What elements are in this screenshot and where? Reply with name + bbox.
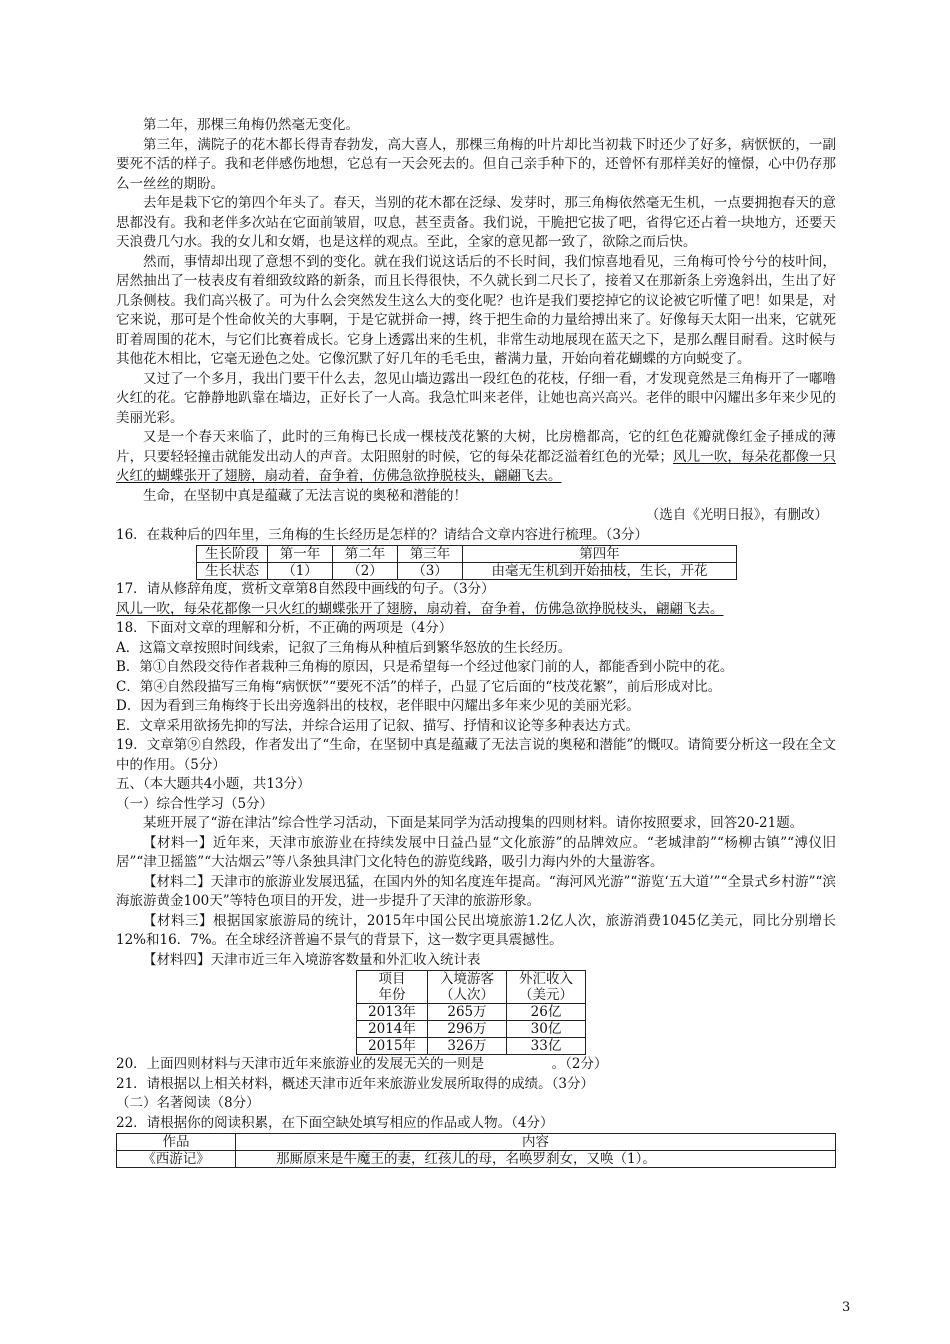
paragraph [116, 428, 836, 487]
option-e: E．文章采用欲扬先抑的写法，并综合运用了记叙、描写、抒情和议论等多种表达方式。 [116, 717, 639, 734]
header-text: （美元） [519, 987, 573, 1003]
question-21: 21．请根据以上相关材料，概述天津市近年来旅游业发展所取得的成绩。（3分） [116, 1075, 595, 1092]
table-cell: 30亿 [507, 1021, 586, 1038]
table-cell: （2） [333, 563, 398, 580]
paragraph-text: 又是一个春天来临了，此时的三角梅已长成一棵枝茂花繁的大树，比房檐都高，它的红色花瓣就像红金子捶成的薄片，只要轻轻撞击就能发出动人的声音。太阳照射的时候，它的每朵花都泛溢着红色的光晕； [116, 429, 836, 465]
question-22: 22．请根据你的阅读积累，在下面空缺处填写相应的作品或人物。（4分） [116, 1114, 554, 1131]
option-c: C．第④自然段描写三角梅“病恹恹”“要死不活”的样子，凸显了它后面的“枝茂花繁”，前后形成对比。 [116, 678, 722, 695]
section-title: 五、（本大题共4小题，共13分） [116, 776, 311, 792]
table-row [197, 546, 737, 563]
header-text: 年份 [378, 987, 406, 1003]
table-cell: 2013年 [357, 1004, 428, 1021]
question-17: 17．请从修辞角度，赏析文章第8自然段中画线的句子。（3分） [116, 581, 495, 597]
table-header-cell [357, 971, 428, 1004]
table-header-row [117, 1134, 836, 1151]
material-1: 【材料一】近年来，天津市旅游业在持续发展中日益凸显“文化旅游”的品牌效应。“老城津韵”“杨柳古镇”“溥仪旧居”“津卫摇篮”“大沽烟云”等八条独具津门文化特色的游览线路，吸引力海内外的大量游客。 [116, 834, 836, 870]
table-row [197, 563, 737, 580]
page-number: 3 [842, 1300, 851, 1315]
material-4: 【材料四】天津市近三年入境游客数量和外汇收入统计表 [143, 951, 481, 968]
material-3: 【材料三】根据国家旅游局的统计，2015年中国公民出境旅游1.2亿人次，旅游消费1045亿美元，同比分别增长12%和16．7%。在全球经济普遍不景气的背景下，这一数字更具震撼性。 [116, 912, 836, 948]
table-header-cell [507, 971, 586, 1004]
table-cell: 由毫无生机到开始抽枝，生长，开花 [463, 563, 737, 580]
table-cell: 296万 [428, 1021, 507, 1038]
option-b: B．第①自然段交待作者栽种三角梅的原因，只是希望每一个经过他家门前的人，都能香到小院中的花。 [116, 659, 734, 675]
source-note: （选自《光明日报》，有删改） [645, 507, 828, 523]
paragraph: 又过了一个多月，我出门要干什么去，忽见山墙边露出一段红色的花枝，仔细一看，才发现竟然是三角梅开了一嘟噜火红的花。它静静地趴靠在墙边，正好长了一人高。我急忙叫来老伴，让她也高兴高兴。老伴的眼中闪耀出多年来少见的美丽光彩。 [116, 370, 836, 426]
table-cell: 第四年 [463, 546, 737, 563]
table-cell: 33亿 [507, 1038, 586, 1055]
classics-table [116, 1133, 836, 1168]
table-row [117, 1151, 836, 1168]
table-header-row [357, 971, 586, 1004]
table-row [357, 1021, 586, 1038]
tourism-stats-table [356, 970, 586, 1055]
question-18: 18．下面对文章的理解和分析，不正确的两项是（4分） [116, 620, 453, 636]
table-cell: 《西游记》 [117, 1151, 236, 1168]
paragraph: 第二年，那棵三角梅仍然毫无变化。 [143, 117, 359, 133]
question-16: 16．在栽种后的四年里，三角梅的生长经历是怎样的？请结合文章内容进行梳理。（3分） [116, 526, 649, 543]
table-header-cell [428, 971, 507, 1004]
paragraph: 生命，在坚韧中真是蕴藏了无法言说的奥秘和潜能的！ [143, 487, 467, 504]
table-cell: 第三年 [398, 546, 463, 563]
subsection-title: （一）综合性学习（5分） [116, 795, 274, 812]
question-19: 19．文章第⑨自然段，作者发出了“生命，在坚韧中真是蕴藏了无法言说的奥秘和潜能”的慨叹。请简要分析这一段在全文中的作用。（5分） [116, 737, 836, 773]
table-header-cell: 内容 [236, 1134, 836, 1151]
table-cell: （3） [398, 563, 463, 580]
table-header-cell: 作品 [117, 1134, 236, 1151]
table-cell: 第二年 [333, 546, 398, 563]
header-text: （人次） [440, 987, 494, 1003]
paragraph: 然而，事情却出现了意想不到的变化。就在我们说这话后的不长时间，我们惊喜地看见，三角梅可怜兮兮的枝叶间，居然抽出了一枝表皮有着细致纹路的新条，而且长得很快，不久就长到二尺长了，接着又在那新条上旁逸斜出，生出了好几条侧枝。我们高兴极了。可为什么会突然发生这么大的变化呢？也许是我们要挖掉它的议论被它听懂了吧！如果是，对它来说，那可是个性命攸关的大事啊，于是它就拼命一搏，终于把生命的力量给搏出来了。好像每天太阳一出来，它就死盯着周围的花木，与它们比赛着成长。它身上透露出来的生机，非常生动地展现在蓝天之下，是那么醒目耐看。这时候与其他花木相比，它毫无逊色之处。它像沉默了好几年的毛毛虫，蓄满力量，开始向着花蝴蝶的方向蜕变了。 [116, 253, 836, 367]
option-d: D．因为看到三角梅终于长出旁逸斜出的枝杈，老伴眼中闪耀出多年来少见的美丽光彩。 [116, 698, 640, 714]
table-cell: 265万 [428, 1004, 507, 1021]
header-text: 入境游客 [440, 971, 494, 987]
subsection-title: （二）名著阅读（8分） [116, 1095, 260, 1111]
table-cell: （1） [268, 563, 333, 580]
table-row [357, 1038, 586, 1055]
question-20: 20．上面四则材料与天津市近年来旅游业的发展无关的一则是 。（2分） [116, 1056, 608, 1072]
table-cell: 生长阶段 [197, 546, 268, 563]
header-text: 项目 [378, 971, 406, 987]
table-cell: 2015年 [357, 1038, 428, 1055]
section-intro: 某班开展了“游在津沽”综合性学习活动，下面是某同学为活动搜集的四则材料。请你按照要求，回答20-21题。 [143, 815, 804, 831]
growth-table [196, 545, 737, 580]
header-text: 外汇收入 [519, 971, 573, 987]
option-a: A．这篇文章按照时间线索，记叙了三角梅从种植后到繁华怒放的生长经历。 [116, 639, 572, 656]
table-cell: 那厮原来是牛魔王的妻，红孩儿的母，名唤罗刹女，又唤（1）。 [236, 1151, 836, 1168]
material-2: 【材料二】天津市的旅游业发展迅猛，在国内外的知名度连年提高。“海河风光游”“游览‘五大道’”“全景式乡村游”“滨海旅游黄金100天”等特色项目的开发，进一步提升了天津的旅游形象。 [116, 873, 836, 909]
table-cell: 第一年 [268, 546, 333, 563]
underlined-sentence: 风儿一吹，每朵花都像一只火红的蝴蝶张开了翅膀，扇动着，奋争着，仿佛急欲挣脱枝头，翩翩飞去。 [116, 448, 837, 484]
paragraph: 第三年，满院子的花木都长得青春勃发，高大喜人，那棵三角梅的叶片却比当初栽下时还少了好多，病恹恹的，一副要死不活的样子。我和老伴感伤地想，它总有一天会死去的。但自己亲手种下的，还曾怀有那样美好的憧憬，心中仍存那么一丝丝的期盼。 [116, 136, 836, 192]
table-cell: 生长状态 [197, 563, 268, 580]
table-cell: 326万 [428, 1038, 507, 1055]
document-page [116, 116, 836, 1168]
table-row [357, 1004, 586, 1021]
paragraph: 去年是栽下它的第四个年头了。春天，当别的花木都在泛绿、发芽时，那三角梅依然毫无生机，一点要拥抱春天的意思都没有。我和老伴多次站在它面前皱眉，叹息，甚至责备。我们说，干脆把它拔了吧，省得它还占着一块地方，还要天天浪费几勺水。我的女儿和女婿，也是这样的观点。至此，全家的意见都一致了，欲除之而后快。 [116, 195, 836, 250]
question-17-quote: 风儿一吹，每朵花都像一只火红的蝴蝶张开了翅膀，扇动着，奋争着，仿佛急欲挣脱枝头，翩翩飞去。 [116, 600, 724, 617]
table-cell: 2014年 [357, 1021, 428, 1038]
table-cell: 26亿 [507, 1004, 586, 1021]
